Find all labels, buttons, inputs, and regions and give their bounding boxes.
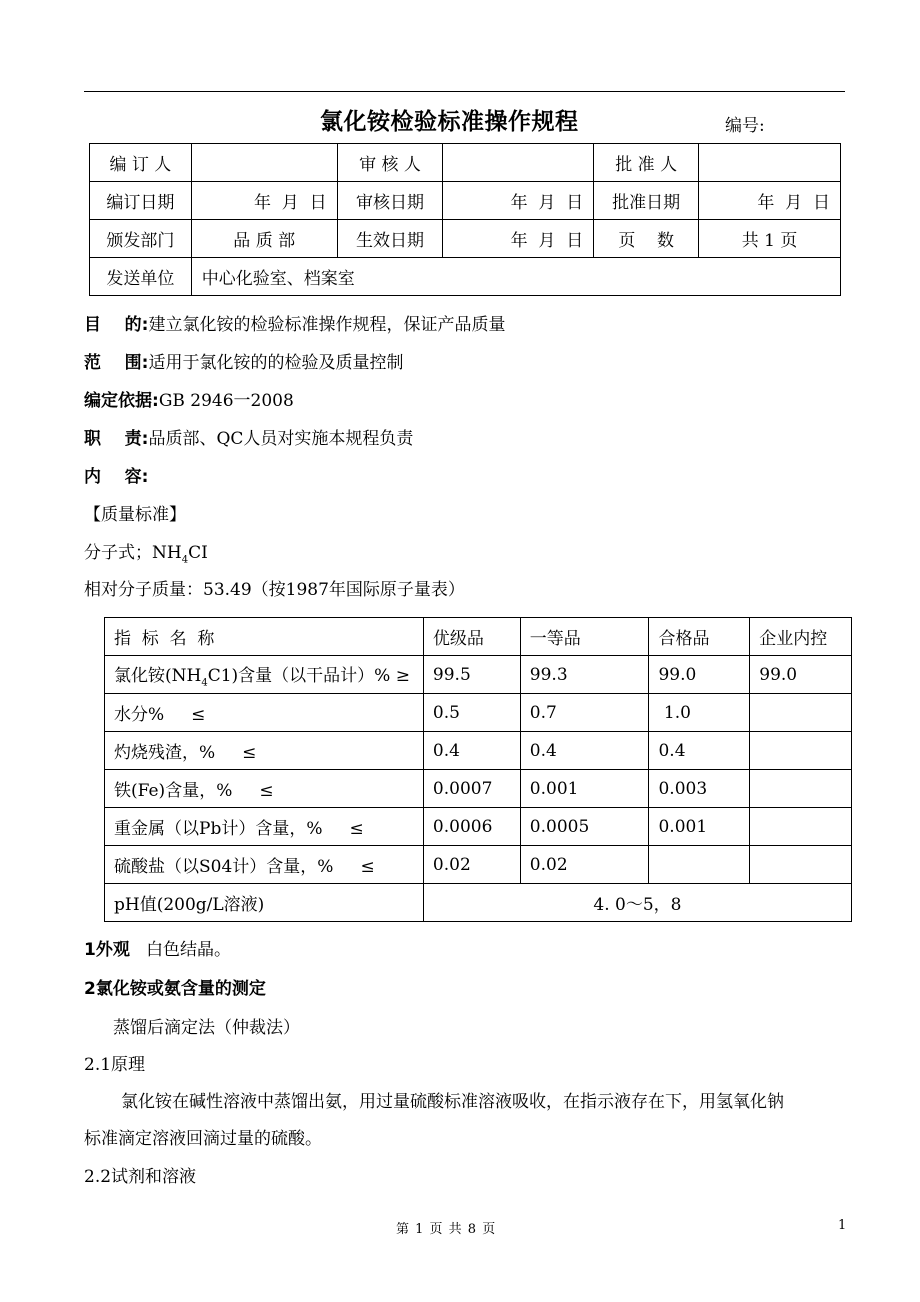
content-label: 内 容: [84,467,149,487]
header-cell: 一等品 [520,618,649,656]
table-cell: 99.5 [423,656,520,694]
ph-value-cell: 4. 0～5，8 [423,884,851,922]
quality-standards-table [104,617,852,922]
table-row [90,144,841,182]
table-cell: 99.3 [520,656,649,694]
ph-name-cell: pH值(200g/L溶液) [105,884,424,922]
approve-date-value: 年 月 日 [699,182,841,220]
basis-label: 编定依据: [84,391,159,411]
duty-text: 品质部、QC人员对实施本规程负责 [148,429,414,449]
table-cell: 0.02 [520,846,649,884]
table-cell: 0.0006 [423,808,520,846]
approve-date-label: 批准日期 [594,182,699,220]
approver-value [699,144,841,182]
table-row [90,182,841,220]
header-cell: 合格品 [649,618,750,656]
row-name-subscript: 4 [201,677,208,689]
table-cell: 0.0007 [423,770,520,808]
table-cell [750,770,852,808]
quality-standard-heading: 【质量标准】 [84,505,186,525]
compile-date-label: 编订日期 [90,182,192,220]
formula-label: 分子式；NH [84,543,182,563]
table-row [105,770,852,808]
compile-date-value: 年 月 日 [191,182,337,220]
table-cell: 0.4 [520,732,649,770]
table-cell: 0.0005 [520,808,649,846]
section-2-2-heading: 2.2试剂和溶液 [84,1167,197,1187]
row-name-part: C1)含量（以干品计）% ≥ [207,665,410,686]
approval-table [89,143,841,296]
table-cell: 1.0 [649,694,750,732]
appearance-label: 1外观 [84,940,130,960]
table-cell [649,846,750,884]
duty-line [84,424,413,449]
formula-tail: CI [188,543,208,563]
effective-date-label: 生效日期 [337,220,443,258]
appearance-text: 白色结晶。 [146,940,232,960]
header-cell: 优级品 [423,618,520,656]
review-date-value: 年 月 日 [443,182,594,220]
table-cell [750,694,852,732]
basis-line [84,386,294,411]
reviewer-label: 审 核 人 [337,144,443,182]
row-name-cell: 铁(Fe)含量，% ≤ [105,770,424,808]
review-date-label: 审核日期 [337,182,443,220]
table-row [105,694,852,732]
table-row [105,656,852,694]
table-cell: 0.003 [649,770,750,808]
row-name-part: 氯化铵(NH [114,665,202,686]
row-name-cell: 水分% ≤ [105,694,424,732]
compiler-label: 编 订 人 [90,144,192,182]
row-name-cell: 硫酸盐（以S04计）含量，% ≤ [105,846,424,884]
table-row [105,808,852,846]
scope-text: 适用于氯化铵的的检验及质量控制 [148,353,404,373]
row-name-cell: 重金属（以Pb计）含量，% ≤ [105,808,424,846]
table-row [90,220,841,258]
effective-date-value: 年 月 日 [443,220,594,258]
section-2-heading: 2氯化铵或氨含量的测定 [84,979,266,999]
pages-value: 共 1 页 [699,220,841,258]
footer-page-info: 第 1 页 共 8 页 [396,1222,497,1237]
purpose-text: 建立氯化铵的检验标准操作规程，保证产品质量 [148,315,506,335]
row-name-cell: 灼烧残渣，% ≤ [105,732,424,770]
scope-line [84,348,403,373]
issue-dept-label: 颁发部门 [90,220,192,258]
approver-label: 批 准 人 [594,144,699,182]
header-cell: 企业内控 [750,618,852,656]
table-row [105,846,852,884]
content-line [84,462,148,487]
formula-subscript: 4 [181,554,189,566]
scope-label: 范 围: [84,353,149,373]
footer-page-number: 1 [838,1218,847,1233]
table-cell: 0.5 [423,694,520,732]
section-2-1-heading: 2.1原理 [84,1055,146,1075]
table-cell [750,732,852,770]
table-cell [750,846,852,884]
appearance-line [84,935,231,960]
molecular-mass-line: 相对分子质量：53.49（按1987年国际原子量表） [84,580,465,600]
table-cell: 0.4 [423,732,520,770]
table-cell: 99.0 [750,656,852,694]
basis-text: GB 2946一2008 [158,391,294,411]
reviewer-value [443,144,594,182]
send-to-label: 发送单位 [90,258,192,296]
table-cell: 0.4 [649,732,750,770]
table-cell: 0.7 [520,694,649,732]
table-row [90,258,841,296]
compiler-value [191,144,337,182]
purpose-line [84,310,505,335]
table-cell: 0.02 [423,846,520,884]
table-cell: 0.001 [649,808,750,846]
send-to-value: 中心化验室、档案室 [191,258,840,296]
table-cell: 0.001 [520,770,649,808]
table-cell: 99.0 [649,656,750,694]
method-line: 蒸馏后滴定法（仲裁法） [113,1018,300,1038]
table-row [105,732,852,770]
document-title: 氯化铵检验标准操作规程 [320,109,579,135]
table-row [105,884,852,922]
issue-dept-value: 品 质 部 [191,220,337,258]
doc-number-label: 编号: [725,116,765,136]
header-cell: 指 标 名 称 [105,618,424,656]
purpose-label: 目 的: [84,315,149,335]
table-header-row [105,618,852,656]
duty-label: 职 责: [84,429,149,449]
principle-line-1: 氯化铵在碱性溶液中蒸馏出氨，用过量硫酸标准溶液吸收，在指示液存在下，用氢氧化钠 [121,1092,784,1112]
pages-label: 页 数 [594,220,699,258]
formula-line [84,538,208,565]
row-name-cell [105,656,424,694]
principle-line-2: 标准滴定溶液回滴过量的硫酸。 [84,1129,322,1149]
table-cell [750,808,852,846]
header-rule [84,91,845,92]
